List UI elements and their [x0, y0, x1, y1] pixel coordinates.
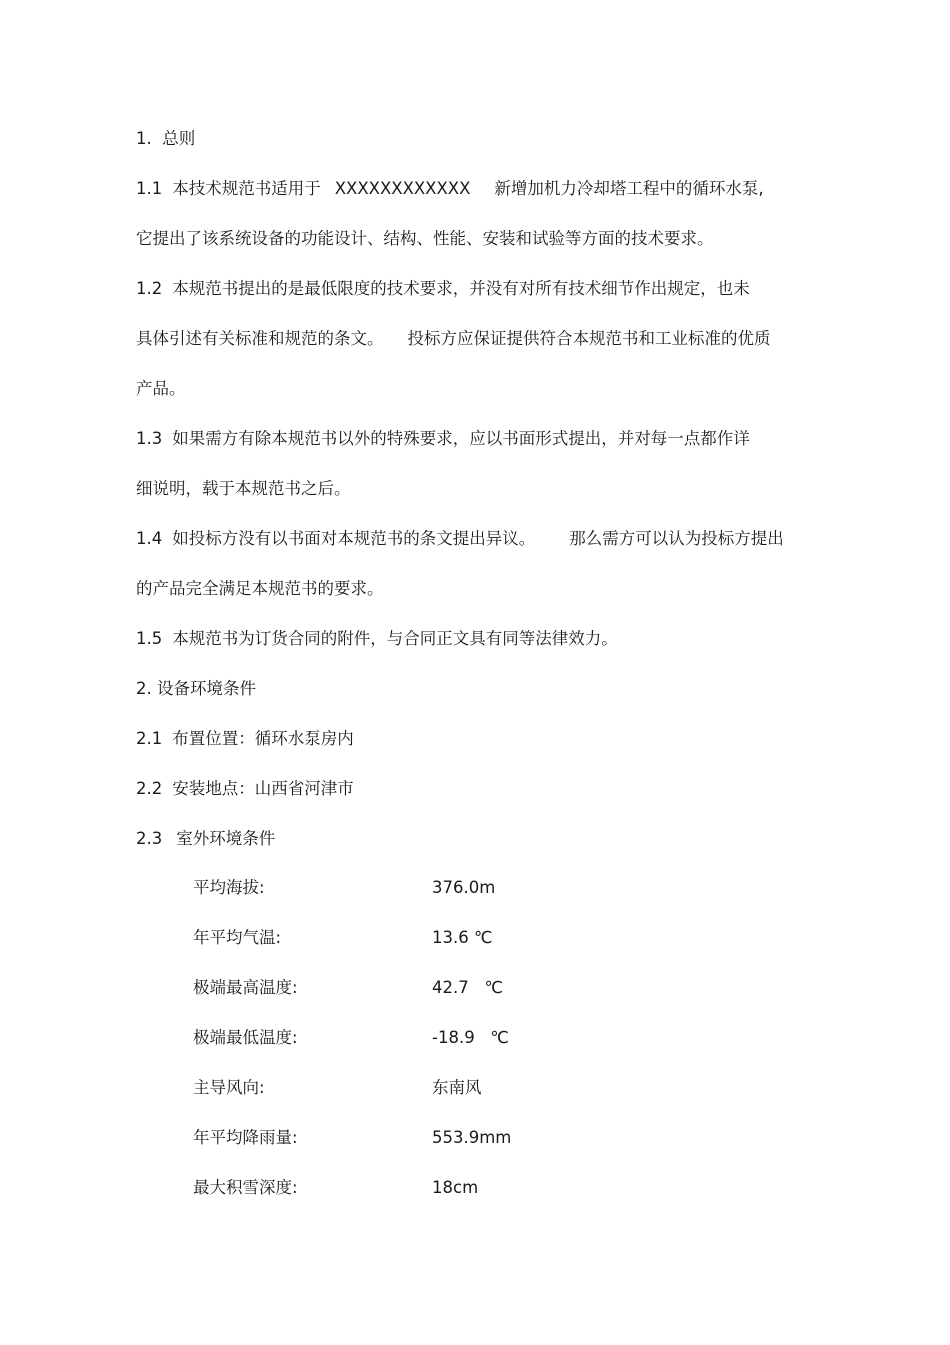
- section-2-heading: 2. 设备环境条件: [136, 679, 256, 698]
- env-label-snow: 最大积雪深度:: [193, 1178, 298, 1197]
- paragraph-1-2-line-2: [136, 328, 771, 350]
- env-label-wind: 主导风向:: [193, 1078, 265, 1097]
- clause-text: 布置位置：循环水泵房内: [172, 729, 354, 748]
- env-value-min-temp: -18.9 ℃: [432, 1028, 509, 1047]
- clause-number: 1.5: [136, 629, 163, 648]
- clause-text: 新增加机力冷却塔工程中的循环水泵,: [494, 179, 764, 198]
- env-label-min-temp: 极端最低温度:: [193, 1028, 298, 1047]
- clause-number: 2.2: [136, 779, 163, 798]
- env-label-rainfall: 年平均降雨量:: [193, 1128, 298, 1147]
- clause-text: 室外环境条件: [176, 829, 276, 848]
- paragraph-1-1-line-2: 它提出了该系统设备的功能设计、结构、性能、安装和试验等方面的技术要求。: [136, 229, 714, 248]
- paragraph-2-3: [136, 828, 275, 850]
- paragraph-1-2-line-3: 产品。: [136, 379, 186, 398]
- paragraph-1-3-line-2: 细说明，载于本规范书之后。: [136, 479, 351, 498]
- paragraph-1-2-line-1: [136, 278, 750, 300]
- paragraph-2-2: [136, 778, 354, 800]
- clause-text: 具体引述有关标准和规范的条文。: [136, 329, 384, 348]
- clause-text: 安装地点：山西省河津市: [172, 779, 354, 798]
- env-label-max-temp: 极端最高温度:: [193, 978, 298, 997]
- clause-text: 本技术规范书适用于: [172, 179, 321, 198]
- project-placeholder: XXXXXXXXXXXX: [334, 179, 471, 198]
- env-value-snow: 18cm: [432, 1178, 479, 1197]
- paragraph-2-1: [136, 728, 354, 750]
- clause-number: 1.2: [136, 279, 163, 298]
- paragraph-1-4-line-1: [136, 528, 784, 550]
- paragraph-1-4-line-2: 的产品完全满足本规范书的要求。: [136, 579, 384, 598]
- clause-text: 那么需方可以认为投标方提出: [569, 529, 784, 548]
- clause-text: 如果需方有除本规范书以外的特殊要求，应以书面形式提出，并对每一点都作详: [172, 429, 750, 448]
- env-label-altitude: 平均海拔:: [193, 878, 265, 897]
- paragraph-1-5-line-1: [136, 628, 618, 650]
- paragraph-1-1-line-1: [136, 178, 764, 200]
- env-value-wind: 东南风: [432, 1078, 482, 1097]
- env-value-avg-temp: 13.6 ℃: [432, 928, 493, 947]
- clause-number: 1.1: [136, 179, 163, 198]
- clause-text: 本规范书为订货合同的附件，与合同正文具有同等法律效力。: [172, 629, 618, 648]
- env-value-altitude: 376.0m: [432, 878, 496, 897]
- clause-text: 投标方应保证提供符合本规范书和工业标准的优质: [407, 329, 771, 348]
- clause-number: 1.4: [136, 529, 163, 548]
- section-1-heading: 1. 总则: [136, 129, 196, 148]
- env-label-avg-temp: 年平均气温:: [193, 928, 282, 947]
- clause-text: 本规范书提出的是最低限度的技术要求，并没有对所有技术细节作出规定，也未: [172, 279, 750, 298]
- env-value-rainfall: 553.9mm: [432, 1128, 512, 1147]
- clause-number: 2.1: [136, 729, 163, 748]
- clause-text: 如投标方没有以书面对本规范书的条文提出异议。: [172, 529, 536, 548]
- env-value-max-temp: 42.7 ℃: [432, 978, 504, 997]
- paragraph-1-3-line-1: [136, 428, 750, 450]
- clause-number: 1.3: [136, 429, 163, 448]
- clause-number: 2.3: [136, 829, 163, 848]
